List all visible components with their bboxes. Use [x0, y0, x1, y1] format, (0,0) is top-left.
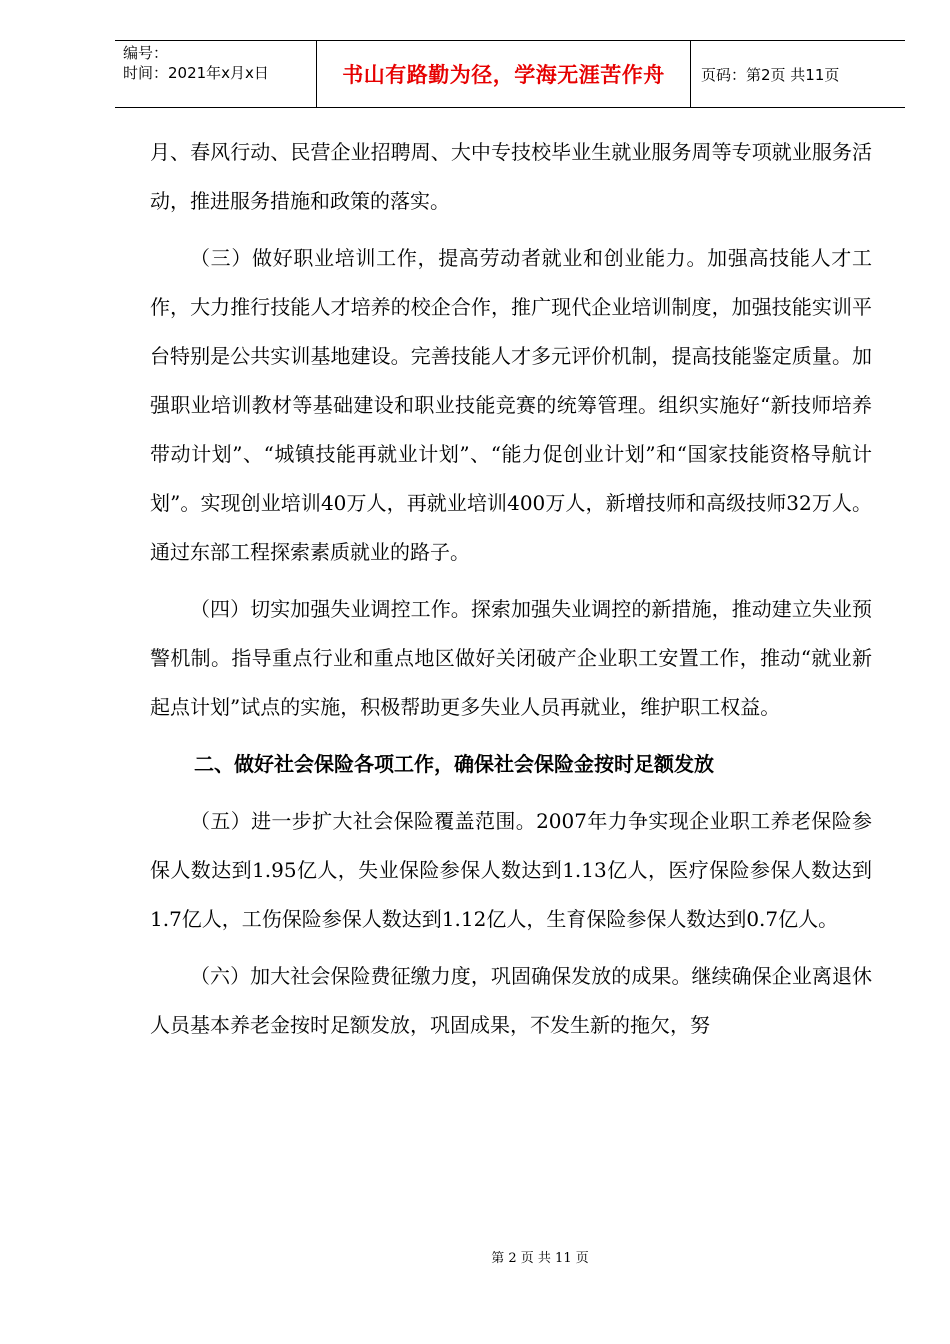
doc-time-label: 时间：2021年x月x日 — [123, 64, 269, 82]
paragraph-5: （六）加大社会保险费征缴力度，巩固确保发放的成果。继续确保企业离退休人员基本养老金按时足额发放，巩固成果，不发生新的拖欠，努 — [150, 964, 872, 1037]
header-motto: 书山有路勤为径，学海无涯苦作舟 — [317, 41, 691, 107]
document-header — [115, 40, 905, 108]
header-page-number: 页码：第2页 共11页 — [701, 65, 840, 84]
paragraph-3: （四）切实加强失业调控工作。探索加强失业调控的新措施，推动建立失业预警机制。指导重点行业和重点地区做好关闭破产企业职工安置工作，推动“就业新起点计划”试点的实施，积极帮助更多失业人员再就业，维护职工权益。 — [150, 597, 872, 719]
header-meta — [115, 41, 317, 107]
paragraph-1: 月、春风行动、民营企业招聘周、大中专技校毕业生就业服务周等专项就业服务活动，推进服务措施和政策的落实。 — [150, 140, 872, 213]
paragraph-4: （五）进一步扩大社会保险覆盖范围。2007年力争实现企业职工养老保险参保人数达到1.95亿人，失业保险参保人数达到1.13亿人，医疗保险参保人数达到1.7亿人，工伤保险参保人数达到1.12亿人，生育保险参保人数达到0.7亿人。 — [150, 809, 872, 931]
paragraph-2: （三）做好职业培训工作，提高劳动者就业和创业能力。加强高技能人才工作，大力推行技能人才培养的校企合作，推广现代企业培训制度，加强技能实训平台特别是公共实训基地建设。完善技能人才多元评价机制，提高技能鉴定质量。加强职业培训教材等基础建设和职业技能竞赛的统筹管理。组织实施好“新技师培养带动计划”、“城镇技能再就业计划”、“能力促创业计划”和“国家技能资格导航计划”。实现创业培训40万人，再就业培训400万人，新增技师和高级技师32万人。通过东部工程探索素质就业的路子。 — [150, 246, 872, 564]
document-body — [150, 128, 872, 1058]
doc-number-label: 编号： — [123, 44, 169, 62]
page-footer: 第 2 页 共 11 页 — [491, 1251, 589, 1266]
section-heading: 二、做好社会保险各项工作，确保社会保险金按时足额发放 — [194, 752, 714, 776]
